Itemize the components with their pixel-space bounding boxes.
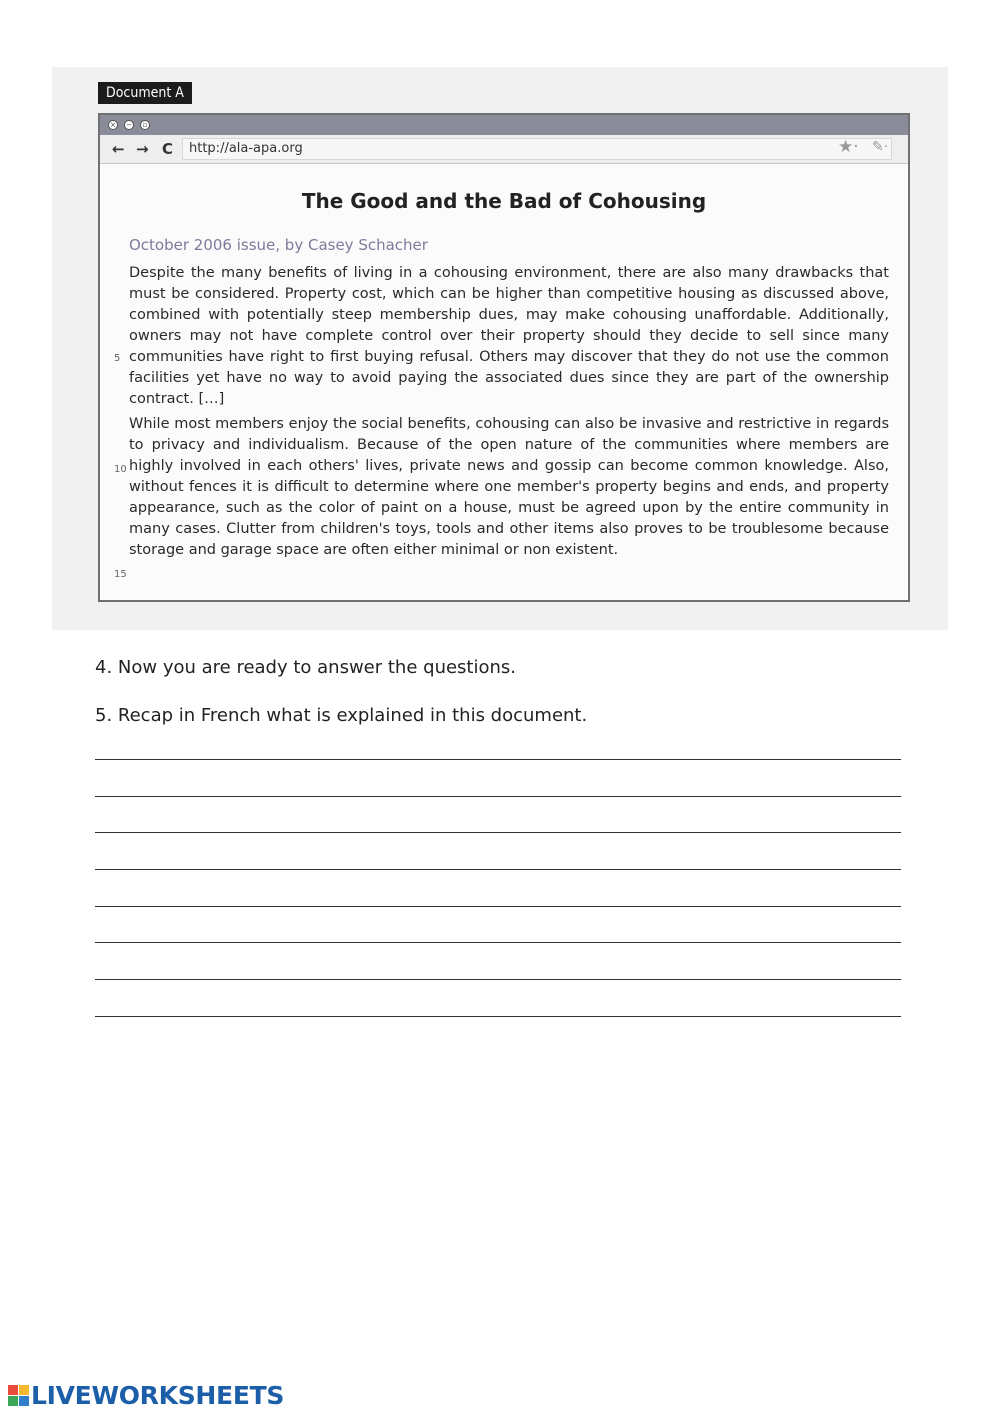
address-bar[interactable]: http://ala-apa.org xyxy=(182,138,892,160)
line-number: 15 xyxy=(114,569,127,580)
browser-window xyxy=(98,113,910,602)
article-byline: October 2006 issue, by Casey Schacher xyxy=(129,236,428,254)
logo-square xyxy=(8,1385,18,1395)
bookmark-star-icon[interactable]: ★· xyxy=(838,137,859,157)
line-number: 5 xyxy=(114,353,121,364)
logo-text: LIVEWORKSHEETS xyxy=(31,1380,285,1410)
reload-icon[interactable]: C xyxy=(162,140,174,158)
maximize-icon[interactable]: ▫ xyxy=(140,120,150,130)
logo-grid-icon xyxy=(8,1385,29,1406)
minimize-icon[interactable]: − xyxy=(124,120,134,130)
logo-square xyxy=(19,1385,29,1395)
document-label: Document A xyxy=(98,82,192,104)
browser-titlebar xyxy=(100,115,908,135)
article-paragraph-1: Despite the many benefits of living in a cohousing environment, there are also many drawbacks that must be considered. Property cost, which can be higher than competitive housing as discussed above, combined with potentially steep membership dues, may make cohousing unaffordable. Additionally, owners may not have complete control over their property should they decide to sell since many communities have right to first buying refusal. Others may discover that they do not use the common facilities yet have no way to avoid paying the associated dues since they are part of the ownership contract. […] xyxy=(129,265,889,407)
line-number: 10 xyxy=(114,464,127,475)
browser-toolbar xyxy=(100,135,908,164)
question-5: 5. Recap in French what is explained in this document. xyxy=(95,705,588,726)
article-paragraph-2: While most members enjoy the social benefits, cohousing can also be invasive and restrictive in regards to privacy and individualism. Because of the open nature of the communities where members are highly involved in each others' lives, private news and gossip can become common knowledge. Also, without fences it is difficult to determine where one member's property begins and ends, and property appearance, such as the color of paint on a house, must be agreed upon by the entire community in many cases. Clutter from children's toys, tools and other items also proves to be troublesome because storage and garage space are often either minimal or non existent. xyxy=(129,416,889,558)
answer-line[interactable] xyxy=(95,869,901,870)
answer-line[interactable] xyxy=(95,1016,901,1017)
answer-line[interactable] xyxy=(95,759,901,760)
answer-line[interactable] xyxy=(95,796,901,797)
answer-line[interactable] xyxy=(95,906,901,907)
forward-arrow-icon[interactable]: → xyxy=(136,140,149,158)
logo-square xyxy=(19,1396,29,1406)
article-title: The Good and the Bad of Cohousing xyxy=(301,189,707,213)
answer-line[interactable] xyxy=(95,832,901,833)
back-arrow-icon[interactable]: ← xyxy=(112,140,125,158)
answer-line[interactable] xyxy=(95,979,901,980)
wrench-icon[interactable]: ✎· xyxy=(872,139,889,155)
liveworksheets-logo[interactable] xyxy=(8,1381,284,1409)
close-icon[interactable]: × xyxy=(108,120,118,130)
logo-square xyxy=(8,1396,18,1406)
answer-line[interactable] xyxy=(95,942,901,943)
question-4: 4. Now you are ready to answer the questions. xyxy=(95,657,517,678)
